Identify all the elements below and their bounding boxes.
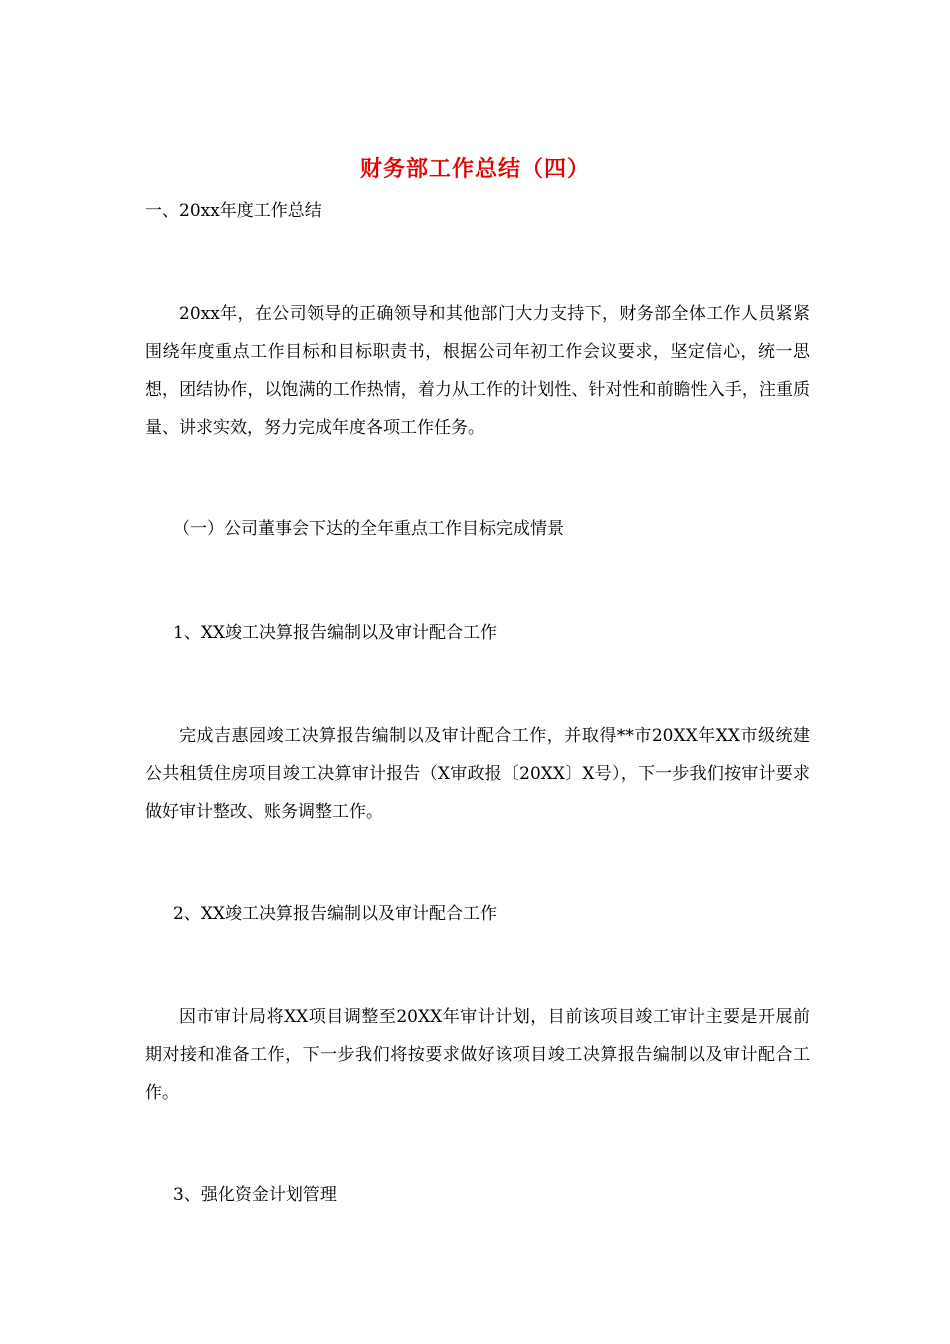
- item1-paragraph: 完成吉惠园竣工决算报告编制以及审计配合工作，并取得**市20XX年XX市级统建公共租赁住房项目竣工决算审计报告（X审政报〔20XX〕X号），下一步我们按审计要求做好审计整改、账务调整工作。: [145, 726, 810, 822]
- item2-heading: 2、XX竣工决算报告编制以及审计配合工作: [173, 904, 498, 924]
- subsection-heading: （一）公司董事会下达的全年重点工作目标完成情景: [173, 519, 564, 539]
- section-heading: 一、20xx年度工作总结: [145, 201, 322, 221]
- item2-paragraph: 因市审计局将XX项目调整至20XX年审计计划，目前该项目竣工审计主要是开展前期对接和准备工作，下一步我们将按要求做好该项目竣工决算报告编制以及审计配合工作。: [145, 1007, 810, 1103]
- intro-paragraph: 20xx年，在公司领导的正确领导和其他部门大力支持下，财务部全体工作人员紧紧围绕年度重点工作目标和目标职责书，根据公司年初工作会议要求，坚定信心，统一思想，团结协作，以饱满的工作热情，着力从工作的计划性、针对性和前瞻性入手，注重质量、讲求实效，努力完成年度各项工作任务。: [145, 304, 810, 438]
- item3-heading: 3、强化资金计划管理: [173, 1185, 337, 1205]
- document-title: 财务部工作总结（四）: [359, 156, 590, 182]
- item1-heading: 1、XX竣工决算报告编制以及审计配合工作: [173, 623, 498, 643]
